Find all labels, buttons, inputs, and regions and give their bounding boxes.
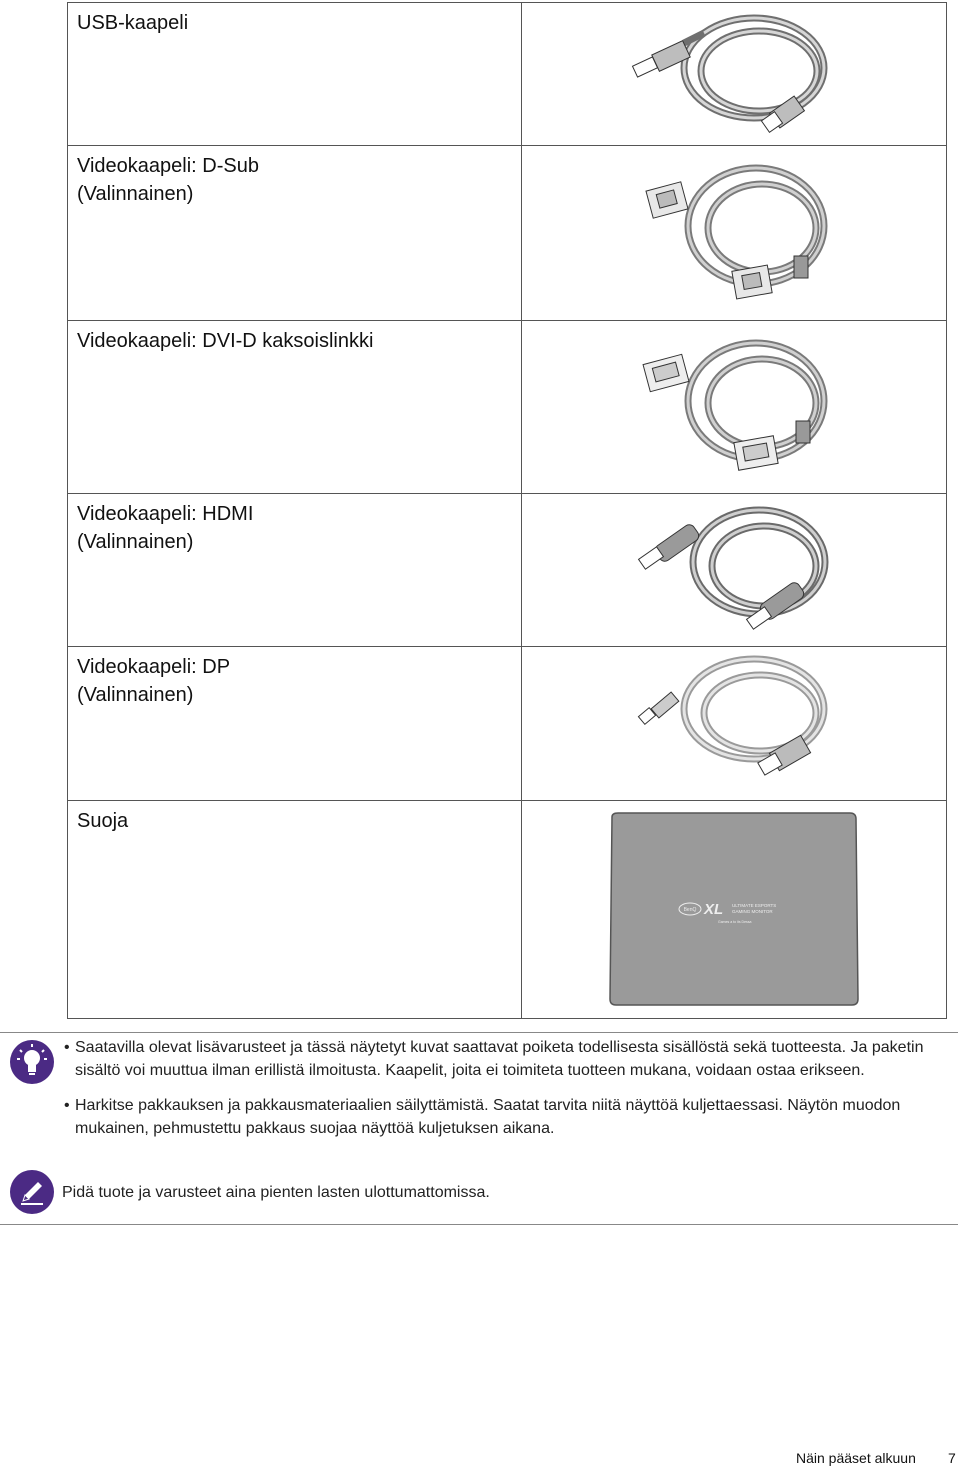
item-label (68, 321, 522, 494)
dust-cover-image (522, 801, 947, 1019)
label-line: USB-kaapeli (77, 12, 189, 34)
label-line: (Valinnainen) (77, 684, 194, 706)
dp-cable-image (522, 647, 947, 801)
hdmi-cable-image (522, 494, 947, 647)
contents-table (67, 2, 947, 1019)
item-label (68, 3, 522, 146)
table-row (68, 321, 947, 494)
dsub-cable-image (522, 146, 947, 321)
table-row (68, 647, 947, 801)
label-line: (Valinnainen) (77, 531, 194, 553)
item-label (68, 494, 522, 647)
item-label (68, 801, 522, 1019)
cover-tagline-text: Games a to its Dessa (718, 920, 752, 924)
label-line: Suoja (77, 810, 129, 832)
label-line: Videokaapeli: HDMI (77, 503, 254, 525)
pencil-icon (9, 1169, 55, 1215)
table-row (68, 801, 947, 1019)
table-row (68, 494, 947, 647)
safety-note: Pidä tuote ja varusteet aina pienten lasten ulottumattomissa. (62, 1184, 490, 1201)
usb-cable-image (522, 3, 947, 146)
page-number: 7 (948, 1450, 956, 1466)
cover-logo-text: XL (704, 901, 724, 918)
divider (0, 1032, 958, 1033)
note-paragraph: • Saatavilla olevat lisävarusteet ja tässä näytetyt kuvat saattavat poiketa todellisesta sisällöstä sekä tuotteesta. Ja paketin sisältö voi muuttua ilman erillistä ilmoitusta. Kaapelit, joita ei toimiteta tuotteen mukana, voidaan ostaa erikseen. (75, 1036, 930, 1082)
footer-section-title: Näin pääset alkuun (796, 1450, 916, 1466)
cover-line1-text: ULTIMATE ESPORTS (732, 903, 777, 908)
cover-line2-text: GAMING MONITOR (732, 909, 773, 914)
tip-notes (75, 1036, 930, 1140)
label-line: Videokaapeli: DVI-D kaksoislinkki (77, 330, 374, 352)
item-label (68, 146, 522, 321)
item-label (68, 647, 522, 801)
table-row (68, 3, 947, 146)
note-paragraph: • Harkitse pakkauksen ja pakkausmateriaalien säilyttämistä. Saatat tarvita niitä näyttöä kuljettaessasi. Näytön muodon mukainen, pehmustettu pakkaus suojaa näyttöä kuljetuksen aikana. (75, 1094, 930, 1140)
label-line: Videokaapeli: DP (77, 656, 231, 678)
divider (0, 1224, 958, 1225)
label-line: (Valinnainen) (77, 183, 194, 205)
dvi-cable-image (522, 321, 947, 494)
table-row (68, 146, 947, 321)
label-line: Videokaapeli: D-Sub (77, 155, 259, 177)
lightbulb-icon (9, 1039, 55, 1085)
cover-brand-text: BenQ (683, 907, 697, 913)
